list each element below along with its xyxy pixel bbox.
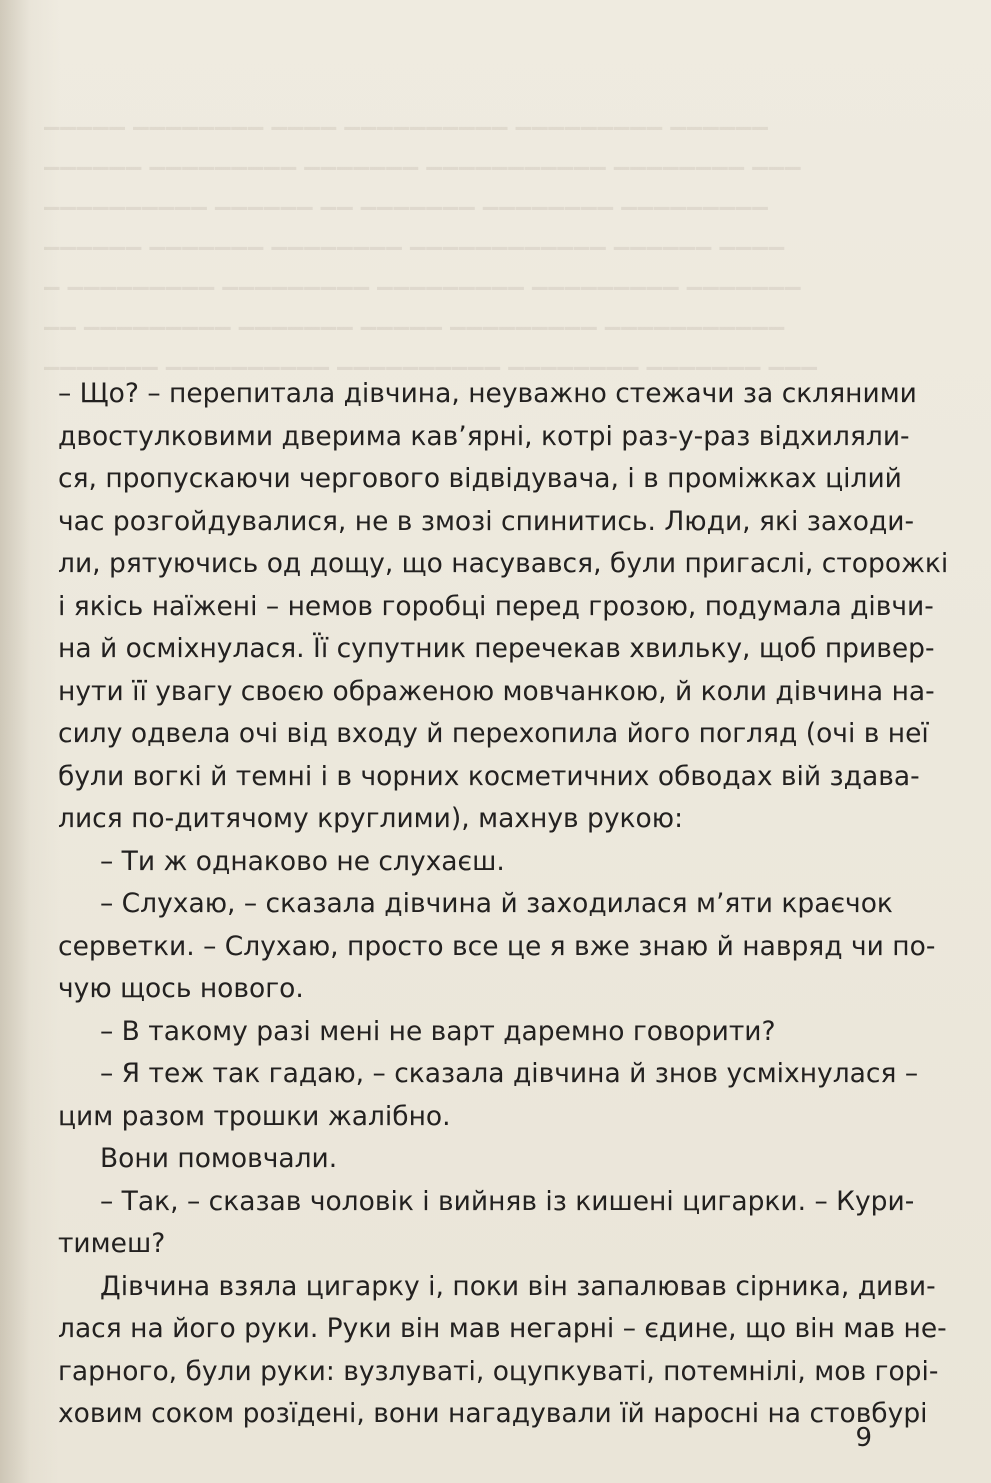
text-line: Дівчина взяла цигарку і, поки він запалював сірника, диви- [100,1270,936,1302]
text-line: лася на його руки. Руки він мав негарні – єдине, що він мав не- [58,1313,947,1344]
text-line: лися по-дитячому круглими), махнув рукою: [58,803,684,834]
body-text [58,373,949,1436]
text-line: – В такому разі мені не варт даремно говорити? [100,1015,776,1047]
text-line: на й осміхнулася. Її супутник перечекав хвильку, щоб привер- [58,633,935,664]
text-line: Вони помовчали. [100,1143,338,1174]
text-line: – Що? – перепитала дівчина, неуважно стежачи за скляними [58,378,917,409]
text-line: двостулковими дверима кав’ярні, котрі раз-у-раз відхиляли- [58,420,910,452]
text-line: серветки. – Слухаю, просто все це я вже знаю й навряд чи по- [58,930,936,962]
text-line: – Так, – сказав чоловік і вийняв із кишені цигарки. – Кури- [100,1185,915,1217]
text-line: силу одвела очі від входу й перехопила його погляд (очі в неї [58,718,929,749]
text-line: час розгойдувалися, не в змозі спинитись. Люди, які заходи- [58,505,915,537]
text-line: тимеш? [58,1228,166,1259]
text-line: нути її увагу своєю ображеною мовчанкою, й коли дівчина на- [58,675,935,707]
text-line: гарного, були руки: вузлуваті, оцупкуваті, потемнілі, мов горі- [58,1355,939,1387]
text-line: цим разом трошки жалібно. [58,1100,451,1132]
text-line: – Слухаю, – сказала дівчина й заходилася м’яти краєчок [100,888,893,919]
text-line: і якісь наїжені – немов горобці перед грозою, подумала дівчи- [58,590,934,622]
text-line: ли, рятуючись од дощу, що насувався, були пригаслі, сторожкі [58,548,949,579]
text-line: ся, пропускаючи чергового відвідувача, і в проміжках цілий [58,463,902,494]
bleed-through-text: ▁▁▁▁▁ ▁▁▁▁▁▁▁▁ ▁▁▁▁ ▁▁▁▁▁▁▁▁▁▁ ▁▁▁▁▁▁▁▁▁ ▁▁▁▁▁▁ ▁▁▁▁▁▁ ▁▁▁▁▁▁▁▁▁ ▁▁▁▁▁▁▁ ▁▁▁▁▁▁▁▁▁▁▁ ▁▁▁▁▁▁▁▁ ▁▁▁ ▁▁▁▁▁▁▁▁▁▁ ▁▁▁▁▁▁ ▁▁ ▁▁▁▁▁▁▁ ▁▁▁▁▁▁▁▁ ▁▁▁▁▁▁▁▁▁ ▁▁▁▁▁▁ ▁▁▁▁▁▁▁ ▁▁▁▁▁▁▁▁ ▁▁▁▁▁▁▁▁▁▁▁▁ ▁▁▁▁▁▁ ▁▁▁▁ ▁ ▁▁▁▁▁▁▁▁▁ ▁▁▁▁▁▁▁▁▁ ▁▁▁▁▁▁▁▁▁ ▁▁▁▁▁▁▁▁▁ ▁▁▁▁▁▁▁ ▁▁ ▁▁▁▁▁▁▁▁▁ ▁▁▁▁▁▁▁ ▁▁▁▁▁ ▁▁▁▁▁▁▁▁▁ ▁▁▁▁▁▁▁▁▁▁▁ ▁▁▁▁▁▁▁ ▁▁▁▁▁▁▁▁▁▁ ▁▁▁▁▁▁▁▁▁▁ ▁▁▁▁▁▁▁▁ ▁▁▁▁▁▁▁ ▁▁▁ [44,106,818,370]
text-line: – Я теж так гадаю, – сказала дівчина й знов усміхнулася – [100,1058,919,1089]
text-line: чую щось нового. [58,973,304,1004]
text-line: – Ти ж однаково не слухаєш. [100,845,505,877]
page-number: 9 [855,1423,872,1453]
text-line: ховим соком розїдені, вони нагадували їй наросні на стовбурі [58,1398,928,1429]
text-line: були вогкі й темні і в чорних косметичних обводах вій здава- [58,760,920,792]
